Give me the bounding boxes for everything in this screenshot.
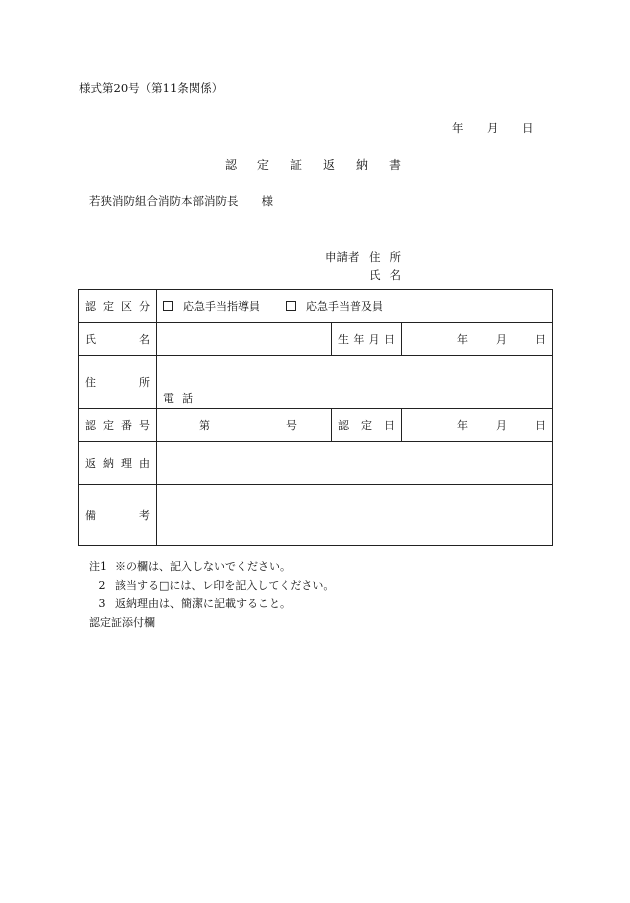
applicant-name-label: 氏名 (369, 268, 410, 282)
cert-date-label: 認定日 (338, 419, 395, 432)
birth-month: 月 (496, 333, 508, 346)
row-cert-number (79, 409, 553, 442)
cert-date (408, 417, 546, 433)
cert-date-label-cell (332, 409, 402, 442)
row-return-reason (79, 442, 553, 485)
cert-number-label-cell (79, 409, 157, 442)
cert-number-label: 認定番号 (85, 419, 150, 432)
title-char: 認 (225, 158, 238, 172)
cert-month: 月 (496, 419, 508, 432)
row-remarks (79, 485, 553, 546)
note-item (89, 558, 334, 577)
phone-label: 電話 (163, 392, 201, 405)
option-promoter: 応急手当普及員 (306, 300, 383, 313)
category-options-cell (157, 290, 553, 323)
row-address (79, 356, 553, 409)
title-char: 書 (389, 158, 402, 172)
title-char: 納 (356, 158, 369, 172)
title-char: 証 (290, 158, 303, 172)
remarks-label-cell (79, 485, 157, 546)
row-category (79, 290, 553, 323)
name-label: 氏名 (85, 333, 150, 346)
title-char: 返 (323, 158, 336, 172)
addressee: 若狭消防組合消防本部消防長 様 (89, 194, 273, 208)
note-prefix: 注1 (89, 560, 107, 573)
applicant-label: 申請者 (325, 250, 360, 264)
cert-number-wrapper (163, 417, 325, 433)
birth-day: 日 (535, 333, 547, 346)
birthdate-label: 生年月日 (338, 333, 395, 346)
cert-year: 年 (457, 419, 469, 432)
applicant-address-label: 住所 (369, 250, 410, 264)
address-label-cell (79, 356, 157, 409)
note-prefix: 3 (98, 597, 106, 610)
option-instructor: 応急手当指導員 (183, 300, 260, 313)
name-field[interactable] (157, 323, 332, 356)
form-number: 様式第20号（第11条関係） (79, 81, 224, 95)
row-name (79, 323, 553, 356)
return-reason-field[interactable] (157, 442, 553, 485)
cert-number-field[interactable] (157, 409, 332, 442)
note-text: 該当する□には、レ印を記入してください。 (115, 578, 335, 592)
birthdate-field[interactable] (402, 323, 553, 356)
title-char: 定 (257, 158, 270, 172)
checkbox-instructor[interactable] (163, 301, 173, 311)
header-month: 月 (487, 121, 499, 135)
birthdate-date (408, 331, 546, 347)
attachment-label: 認定証添付欄 (89, 615, 155, 629)
notes (89, 558, 334, 632)
remarks-field[interactable] (157, 485, 553, 546)
category-label: 認定区分 (85, 300, 150, 313)
header-year: 年 (452, 121, 464, 135)
cert-number-suffix: 号 (286, 419, 297, 432)
remarks-label: 備考 (85, 509, 150, 522)
note-item (89, 595, 334, 614)
note-prefix: 2 (98, 578, 106, 592)
cert-day: 日 (535, 419, 547, 432)
note-item (89, 577, 334, 596)
category-label-cell (79, 290, 157, 323)
header-day: 日 (522, 121, 534, 135)
cert-date-field[interactable] (402, 409, 553, 442)
address-field[interactable] (157, 356, 553, 409)
birth-year: 年 (457, 333, 469, 346)
note-text: ※の欄は、記入しないでください。 (115, 560, 291, 573)
birthdate-label-cell (332, 323, 402, 356)
certificate-return-table (78, 289, 553, 546)
cert-number-prefix: 第 (199, 419, 210, 432)
return-reason-label: 返納理由 (85, 457, 150, 470)
name-label-cell (79, 323, 157, 356)
note-text: 返納理由は、簡潔に記載すること。 (115, 597, 291, 610)
checkbox-promoter[interactable] (286, 301, 296, 311)
address-label: 住所 (85, 376, 150, 389)
return-reason-label-cell (79, 442, 157, 485)
